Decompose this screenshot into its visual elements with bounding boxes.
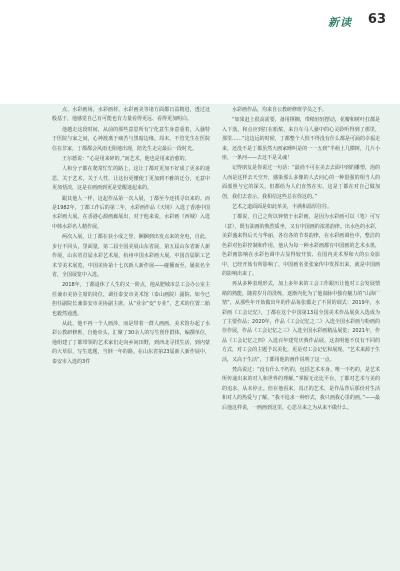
paragraph: 艺术之道面面是如此单美，丰满和温厚往往。 bbox=[232, 204, 333, 211]
right-column bbox=[222, 106, 380, 414]
paragraph: 人和分子都在爬常忙忙的路上，这让丁都对更加不好成了更多的迷思，关于艺术，关于人性，让这份更懂使丁更加到不雅的迁分，无意中更加恬淡，这是在画画到更是觉醒迷起来的。 bbox=[52, 166, 210, 192]
paragraph: 水彩画作品，均来自公教研修班学员之手。 bbox=[232, 107, 328, 113]
paragraph: 再从多种表现形式，加上多年来的工会工作跟历让他对工会发展情绪的熟能，随着岁月的洗练，逐渐内化为了他血脉中独有魅力的“山海厂情”，从那些年开始做出年的作品每张都走了不同的调式：2019年，水彩画《工会记忆》，丁都在这个中国第13届全国美术作品展获入选成为了主要作品；2020年，作品《工会记忆之二》入选全国水彩画与粉画的佳作展，作品《工会记忆之三》入选全国水彩画精品展览；2021年，作品《工会记忆之四》入选百年建党庆典作品展。这表明他不仅有不同的方式，对工会的主题予以美化，更是对工会记忆和展现。“艺术来源于生活，又高于生活”，丁都用他的画作说明了这一点。 bbox=[222, 281, 380, 363]
paragraph: 王尔德说：“心是用来碎的。”而艺术，他也是用来治愈的。 bbox=[62, 156, 190, 163]
paragraph: 记得朋友是你说过一句话：“最尚不可在美去去面中到的雕塑，泡的人而是这样去天空开，感染那么多像的人去问心的一种很强的相当人的面部照与它的深关，但都给为人们直然在实、这是丁都在对自己做加创，我们去表示。我相信这些总在你这的。” bbox=[222, 165, 380, 200]
left-column bbox=[52, 106, 210, 368]
paragraph: “如果赶上很高需要，备用撑搁，带稍轻轻摆动，花瓣和树叶扛都是入下落，和点应到打在船桨，来自车马人骚中的心灵聆听得到了那里，那里……”这边远的时候，丁都整个人恨不得没有什么都是可涌的幸福走来，还没不是丁都虽然大画家睡叫是的一一五到“半萌上几横树，几片小座，一条河——去这不是灵魂！ bbox=[222, 117, 380, 162]
paragraph: 跟其他人一样，这起作品第一次入展，丁都至今还找寻出来的。而是1982年，丁都工作后的第二年，水彩画作品《天境》入选了香港中国水彩画大展。在香港心源画廊展出，对于他来说，水彩画《西城》入选中韩水彩名人精作展。 bbox=[52, 195, 210, 230]
section-title: 新读 bbox=[328, 16, 352, 29]
page-header bbox=[0, 0, 400, 40]
paragraph: 丁都说，自己之所以钟情于水彩画，是因为水彩画可以（笔）可写（意），既有油画的熟烈质坐，又有中国画的浓墨韵律。出水色的水彩，美彩盛来得后天与华丽，各有各的节奏韵律，在水彩画调色中，整洁的色彩对色彩控制和作用，他认为每一种水彩画都有中国画的艺术水墨，色彩画影响在水彩色调中占显得较开放、在国内美术界和大的公众影中，已经开始有所影响了，中国画名张张家传中发挥出来，就是中国画的影响出来了。 bbox=[222, 214, 380, 277]
paragraph: 2018年，丁都退休了人生的又一阶点，他从肥城市总工会办公室主任兼市美协主席的岗位，调任泰安市美术馆（泰山画院）副院、如今已担任副院长兼泰安市美协副主席，从“业余”变“专业”，艺术的位置二胎也毅然通透。 bbox=[52, 282, 210, 317]
paragraph: 梵高说过：“没有什么不朽的，包括艺术本身。唯一不朽的，是艺术所传递出来的对人和世界的理解。”掌握无论比平台，丁都对艺术与美的的追求，从未停止。但在他看来，真正的艺术，是作品背后那份对生活和对人的热爱与了解。“我不追求一种形式，我只画我心里的画。”——最后他这样说，一画画到这里，心思尽来之为从来不做什么。 bbox=[222, 366, 380, 411]
page-number: 63 bbox=[367, 12, 386, 27]
paragraph: 两次入展，让丁都在获小成之誉，捆捆到出发点来的充电，自此，步行不回头，里面量，第二届全国美展山东省展，第五届山东省新人新作展，山东省首届水彩艺术展，杭州中国水彩画大展，中国首届职工艺术节美术展览，中国美协第十七次新人新作展——碰播而至，屡获名全省，全国展览中入选。 bbox=[52, 234, 210, 278]
paragraph: 他越走这段时间，从前的那些意思所有宁化意生身意重着，入骚特于医院与家之间，心神渡离于痛苦与黑暗边缘。周末，不管先生在医院住在非家，丁都都会风雨无阻地出现，陪先生走完最后一段时光。 bbox=[52, 126, 210, 152]
paragraph: 从此，他不再一个人画涉，而是带着一群人画画。美术馆办起了水彩公教研修班，自他牵头，汇聚了30余人的写生创作群体，编撰单位，他组建了丁都带领的艺术家们走向乡间田野，到西北寻找生活，到内蒙的大草原，写生选题，当倒一年的路。在山东省第23届新人新作展中，泰安市入选的3件 bbox=[52, 320, 210, 365]
paragraph: 点、水彩画场、水彩画材、水彩画美等诸方面都日益精进，透过这般基于，他感觉自己有可能也有力量看得更远、看得更加明白。 bbox=[52, 107, 210, 123]
